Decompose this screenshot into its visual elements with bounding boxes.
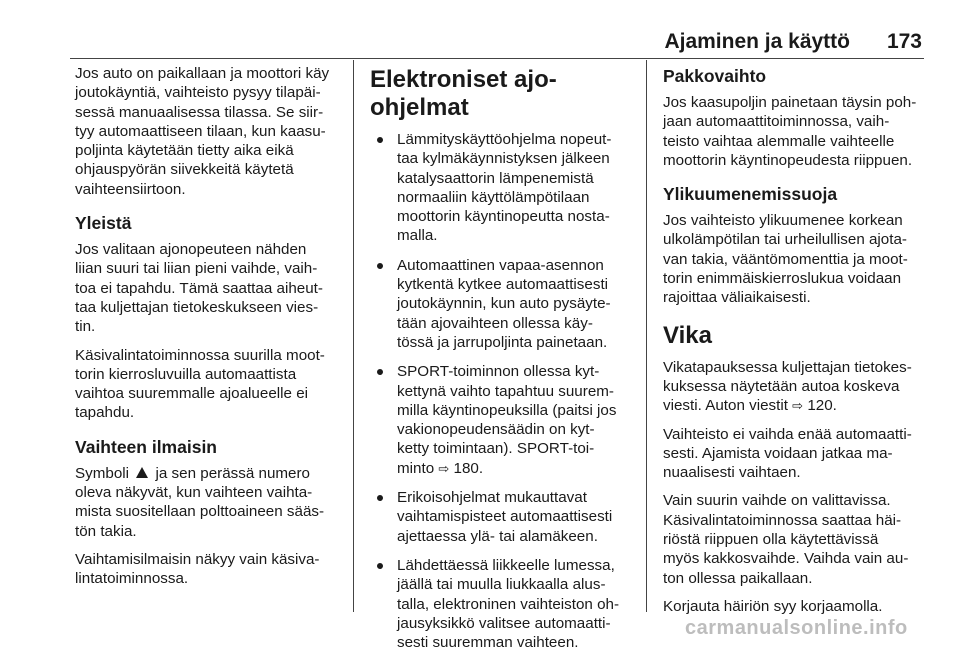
column-divider-2	[646, 60, 647, 612]
text-line: Vain suurin vaihde on valittavissa.	[663, 492, 891, 510]
text-line: kuksessa näytetään autoa koskeva	[663, 377, 900, 395]
heading-yleista: Yleistä	[75, 213, 132, 234]
text-line: sesti suuremman vaihteen.	[397, 634, 579, 652]
text-line: taa kylmäkäynnistyksen jälkeen	[397, 150, 610, 168]
text-line: rajoittaa väliaikaisesti.	[663, 289, 811, 307]
vika-paragraph-1	[663, 358, 943, 416]
text-line: Vikatapauksessa kuljettajan tietokes-	[663, 358, 912, 376]
text-fragment: Symboli	[75, 464, 130, 482]
intro-line: ohjauspyörän siivekkeitä käytetä	[75, 161, 294, 179]
text-line: Lämmityskäyttöohjelma nopeut-	[397, 131, 612, 148]
header-title: Ajaminen ja käyttö	[664, 30, 850, 53]
vaihteen-paragraph-1	[75, 464, 349, 541]
text-line: katalysaattorin lämpenemistä	[397, 169, 594, 187]
text-line: jaan automaattitoiminnossa, vaih-	[663, 113, 890, 131]
ylikuumenemis-paragraph	[663, 211, 943, 307]
text-line: ketty toimintaan). SPORT-toi-	[397, 440, 595, 458]
list-item	[370, 556, 642, 652]
header-rule	[70, 58, 924, 59]
text-line: oleva näkyvät, kun vaihteen vaihta-	[75, 484, 313, 502]
text-line: moottorin käyntinopeutta nosta-	[397, 208, 610, 226]
text-line: vaihtamispisteet automaattisesti	[397, 508, 613, 526]
heading-vaihteen-ilmaisin: Vaihteen ilmaisin	[75, 436, 217, 457]
intro-line: vaihteensiirtoon.	[75, 180, 186, 198]
page-reference-icon[interactable]: ⇨	[792, 398, 804, 414]
text-line: Käsivalintatoiminnossa suurilla moot-	[75, 346, 325, 364]
text-line: joutokäynnin, kun auto pysäyte-	[397, 295, 611, 313]
drive-program-list	[370, 130, 642, 652]
list-item	[370, 256, 642, 352]
heading-pakkovaihto: Pakkovaihto	[663, 66, 767, 86]
text-line: Jos valitaan ajonopeuteen nähden	[75, 241, 307, 259]
text-line: Automaattinen vapaa-asennon	[397, 256, 604, 274]
text-line: Jos kaasupoljin painetaan täysin poh-	[663, 94, 917, 111]
text-line: Vaihteisto ei vaihda enää automaatti-	[663, 425, 912, 443]
text-line: vakionopeudensäädin on kyt-	[397, 421, 595, 439]
text-line: tapahdu.	[75, 404, 135, 422]
text-line: liian suuri tai liian pieni vaihde, vaih-	[75, 260, 318, 278]
intro-paragraph	[75, 64, 349, 199]
text-line: tään ajovaihteen ollessa käy-	[397, 314, 593, 332]
text-line: talla, elektroninen vaihteiston oh-	[397, 595, 620, 613]
heading-ylikuumenemissuoja: Ylikuumenemissuoja	[663, 184, 838, 205]
column-2	[370, 64, 642, 662]
text-line: ulkolämpötilan tai urheilullisen ajota-	[663, 231, 907, 249]
vika-paragraph-3	[663, 491, 943, 587]
text-line: Käsivalintatoiminnossa saattaa häi-	[663, 511, 902, 529]
intro-line: tyy automaattiseen tilaan, kun kaasu-	[75, 122, 326, 140]
text-line: mista suositellaan polttoaineen sääs-	[75, 503, 325, 521]
vaihteen-paragraph-2	[75, 550, 349, 589]
text-fragment: viesti. Auton viestit	[663, 397, 788, 415]
text-line: teisto vaihtaa alemmalle vaihteelle	[663, 132, 895, 150]
text-line: toa ei tapahdu. Tämä saattaa aiheut-	[75, 279, 323, 297]
page-reference-link[interactable]: 120.	[807, 397, 837, 415]
text-line: jausyksikkö valitsee automaatti-	[397, 614, 611, 632]
text-line: sesti. Ajamista voidaan jatkaa ma-	[663, 444, 893, 462]
text-line: normaaliin käyttölämpötilaan	[397, 188, 590, 206]
page-reference-icon[interactable]: ⇨	[438, 460, 450, 476]
triangle-up-icon	[136, 467, 148, 478]
text-line: SPORT-toiminnon ollessa kyt-	[397, 363, 600, 381]
text-line: lintatoiminnossa.	[75, 570, 189, 588]
text-line: torin enimmäiskierroslukua voidaan	[663, 270, 902, 288]
text-line: moottorin käyntinopeudesta riippuen.	[663, 151, 913, 169]
text-line: milla käyntinopeuksilla (paitsi jos	[397, 401, 617, 419]
intro-line: poljinta käytetään tietty aika eikä	[75, 142, 294, 160]
text-line: kettynä vaihto tapahtuu suurem-	[397, 382, 614, 400]
page-number: 173	[886, 30, 922, 53]
text-line: jäällä tai muulla liukkaalla alus-	[397, 576, 606, 594]
text-line: nuaalisesti vaihtaen.	[663, 464, 801, 482]
text-line: taa kuljettajan tietokeskukseen vies-	[75, 298, 319, 316]
text-line: tön takia.	[75, 522, 137, 540]
text-fragment: minto	[397, 459, 435, 477]
text-line: ajettaessa ylä- tai alamäkeen.	[397, 527, 598, 545]
text-line: tin.	[75, 318, 96, 336]
list-item	[370, 362, 642, 478]
text-line: van takia, vääntömomenttia ja moot-	[663, 250, 908, 268]
list-item	[370, 130, 642, 246]
yleista-paragraph-2	[75, 346, 349, 423]
text-line: Jos vaihteisto ylikuumenee korkean	[663, 212, 903, 230]
text-line: vaihtoa suuremmalle ajoalueelle ei	[75, 385, 309, 403]
list-item	[370, 488, 642, 546]
text-line: malla.	[397, 227, 438, 245]
text-line: riöstä riippuen olla käytettävissä	[663, 531, 879, 549]
text-line: kytkentä kytkee automaattisesti	[397, 276, 609, 294]
yleista-paragraph-1	[75, 240, 349, 336]
text-line: Lähdettäessä liikkeelle lumessa,	[397, 556, 615, 574]
text-line: tössä ja jarrupoljinta painetaan.	[397, 333, 608, 351]
intro-line: joutokäyntiä, vaihteisto pysyy tilapäi-	[75, 84, 321, 102]
text-line: torin kierrosluvuilla automaattista	[75, 365, 297, 383]
vika-paragraph-4: Korjauta häiriön syy korjaamolla.	[663, 597, 883, 615]
column-3	[663, 64, 943, 625]
watermark: carmanualsonline.info	[685, 617, 908, 639]
heading-elektroniset: Elektroniset ajo-ohjelmat	[370, 66, 557, 121]
intro-line: sessä manuaalisessa tilassa. Se siir-	[75, 103, 324, 121]
vika-paragraph-2	[663, 425, 943, 483]
heading-vika: Vika	[663, 321, 712, 349]
page-header	[0, 22, 960, 58]
text-line: ton ollessa paikallaan.	[663, 569, 813, 587]
text-line: Vaihtamisilmaisin näkyy vain käsiva-	[75, 550, 320, 568]
intro-line: Jos auto on paikallaan ja moottori käy	[75, 65, 330, 82]
column-divider-1	[353, 60, 354, 612]
column-1	[75, 64, 349, 598]
text-fragment: ja sen perässä numero	[155, 464, 310, 482]
text-line: myös kakkosvaihde. Vaihda vain au-	[663, 550, 909, 568]
text-line: Erikoisohjelmat mukauttavat	[397, 489, 587, 507]
page-reference-link[interactable]: 180.	[453, 459, 484, 477]
pakkovaihto-paragraph	[663, 93, 943, 170]
